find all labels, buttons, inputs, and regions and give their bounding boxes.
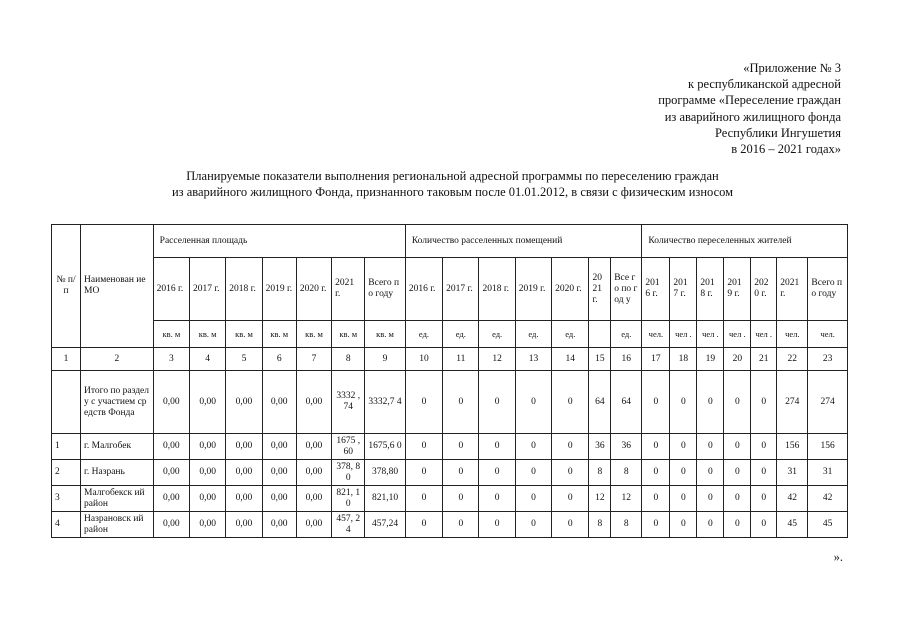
unit-header: ед. <box>479 321 515 348</box>
column-number: 16 <box>611 348 642 371</box>
table-cell: 0 <box>642 486 670 512</box>
unit-header: чел . <box>670 321 697 348</box>
table-cell: 0,00 <box>226 371 262 434</box>
table-cell: 36 <box>611 434 642 460</box>
title-line: из аварийного жилищного Фонда, признанного таковым после 01.01.2012, в связи с физическим износом <box>171 185 734 199</box>
table-cell: 12 <box>589 486 611 512</box>
year-header: 2019 г. <box>262 258 296 321</box>
column-number: 21 <box>751 348 777 371</box>
year-header: Всего по году <box>808 258 848 321</box>
table-cell: 0 <box>670 371 697 434</box>
year-header: Все го по год у <box>611 258 642 321</box>
year-header: 2021 г. <box>777 258 808 321</box>
table-cell: 1675,6 0 <box>365 434 406 460</box>
year-header: 201 6 г. <box>642 258 670 321</box>
table-cell: 3 <box>52 486 81 512</box>
table-cell: 0 <box>552 460 589 486</box>
appendix-line: Республики Ингушетия <box>714 125 841 140</box>
header-num: № п/п <box>52 225 81 348</box>
table-cell: 0,00 <box>226 460 262 486</box>
table-cell: 0 <box>515 486 551 512</box>
table-cell: 0,00 <box>296 371 331 434</box>
row-name: Итого по разделу с участием средств Фонда <box>81 371 154 434</box>
unit-header: ед. <box>405 321 442 348</box>
unit-header: ед. <box>443 321 479 348</box>
appendix-header <box>658 60 841 157</box>
unit-header: кв. м <box>262 321 296 348</box>
table-cell: 0,00 <box>153 512 189 538</box>
table-cell: 274 <box>777 371 808 434</box>
column-number: 5 <box>226 348 262 371</box>
column-number: 8 <box>332 348 365 371</box>
table-cell: 0 <box>515 434 551 460</box>
table-cell: 0 <box>515 512 551 538</box>
table-cell: 36 <box>589 434 611 460</box>
appendix-line: «Приложение № 3 <box>743 61 841 75</box>
table-cell <box>52 371 81 434</box>
table-cell: 0 <box>642 460 670 486</box>
unit-header: кв. м <box>226 321 262 348</box>
table-cell: 0 <box>724 512 751 538</box>
table-cell: 821,10 <box>365 486 406 512</box>
table-cell: 0 <box>405 512 442 538</box>
table-cell: 0 <box>724 434 751 460</box>
row-name: Назрановск ий район <box>81 512 154 538</box>
document-title <box>0 168 905 200</box>
year-header: 201 8 г. <box>697 258 724 321</box>
unit-header: кв. м <box>153 321 189 348</box>
year-header: 201 7 г. <box>670 258 697 321</box>
closing-quote: ». <box>833 550 843 564</box>
table-cell: 0 <box>443 486 479 512</box>
table-cell: 45 <box>777 512 808 538</box>
header-group-residents: Количество переселенных жителей <box>642 225 848 258</box>
column-number: 13 <box>515 348 551 371</box>
year-header: 2017 г. <box>443 258 479 321</box>
title-line: Планируемые показатели выполнения региональной адресной программы по переселению граждан <box>186 169 719 183</box>
table-cell: 0,00 <box>226 512 262 538</box>
table-cell: 0 <box>751 512 777 538</box>
table-cell: 0 <box>405 371 442 434</box>
table-cell: 0,00 <box>189 460 225 486</box>
table-cell: 0 <box>670 512 697 538</box>
column-number: 19 <box>697 348 724 371</box>
row-name: г. Назрань <box>81 460 154 486</box>
table-cell: 31 <box>777 460 808 486</box>
column-number: 17 <box>642 348 670 371</box>
unit-header: чел. <box>642 321 670 348</box>
column-number: 18 <box>670 348 697 371</box>
table-cell: 8 <box>611 512 642 538</box>
unit-header: кв. м <box>189 321 225 348</box>
table-cell: 0,00 <box>296 486 331 512</box>
table-cell: 0 <box>697 371 724 434</box>
header-row-years <box>52 258 848 321</box>
column-number: 10 <box>405 348 442 371</box>
table-cell: 8 <box>589 512 611 538</box>
column-number: 9 <box>365 348 406 371</box>
table-cell: 0,00 <box>262 486 296 512</box>
table-cell: 0 <box>479 460 515 486</box>
table-cell: 0 <box>642 371 670 434</box>
column-number: 15 <box>589 348 611 371</box>
table-cell: 0 <box>724 460 751 486</box>
table-cell: 8 <box>589 460 611 486</box>
header-group-area: Расселенная площадь <box>153 225 405 258</box>
appendix-line: к республиканской адресной <box>688 77 841 92</box>
table-cell: 0 <box>515 371 551 434</box>
column-number: 7 <box>296 348 331 371</box>
appendix-line: программе «Переселение граждан <box>658 93 841 108</box>
table-cell: 8 <box>611 460 642 486</box>
column-number: 14 <box>552 348 589 371</box>
appendix-line: из аварийного жилищного фонда <box>664 109 841 124</box>
table-cell: 0 <box>479 371 515 434</box>
table-cell: 0,00 <box>296 512 331 538</box>
row-name: Малгобекск ий район <box>81 486 154 512</box>
table-row <box>52 486 848 512</box>
table-cell: 0,00 <box>153 371 189 434</box>
unit-header: чел . <box>751 321 777 348</box>
table-cell: 0,00 <box>296 460 331 486</box>
table-cell: 0 <box>697 512 724 538</box>
table-cell: 64 <box>589 371 611 434</box>
table-cell: 0 <box>670 460 697 486</box>
table-cell: 12 <box>611 486 642 512</box>
table-cell: 0,00 <box>262 512 296 538</box>
year-header: 2019 г. <box>515 258 551 321</box>
unit-header: ед. <box>515 321 551 348</box>
year-header: 2020 г. <box>296 258 331 321</box>
table-cell: 0 <box>724 371 751 434</box>
table-cell: 0 <box>697 460 724 486</box>
table-cell: 0,00 <box>189 512 225 538</box>
table-cell: 45 <box>808 512 848 538</box>
table-cell: 3332 ,74 <box>332 371 365 434</box>
table-cell: 156 <box>808 434 848 460</box>
column-number: 6 <box>262 348 296 371</box>
year-header: 202 0 г. <box>751 258 777 321</box>
table-cell: 0 <box>697 434 724 460</box>
year-header: 2017 г. <box>189 258 225 321</box>
unit-header <box>589 321 611 348</box>
header-name: Наименован ие МО <box>81 225 154 348</box>
table-cell: 0,00 <box>189 371 225 434</box>
table-cell: 0 <box>670 434 697 460</box>
unit-header: чел . <box>697 321 724 348</box>
header-row-groups <box>52 225 848 258</box>
table-cell: 0,00 <box>189 434 225 460</box>
table-cell: 457, 24 <box>332 512 365 538</box>
table-cell: 378, 80 <box>332 460 365 486</box>
column-number: 3 <box>153 348 189 371</box>
table-cell: 2 <box>52 460 81 486</box>
table-cell: 0 <box>515 460 551 486</box>
table-cell: 1 <box>52 434 81 460</box>
table-body <box>52 371 848 538</box>
header-row-units <box>52 321 848 348</box>
unit-header: кв. м <box>296 321 331 348</box>
table-cell: 31 <box>808 460 848 486</box>
table-cell: 0 <box>443 371 479 434</box>
appendix-line: в 2016 – 2021 годах» <box>731 142 841 157</box>
table-cell: 0,00 <box>262 460 296 486</box>
indicators-table <box>51 224 848 538</box>
table-cell: 0 <box>642 512 670 538</box>
year-header: 201 9 г. <box>724 258 751 321</box>
table-row <box>52 371 848 434</box>
table-cell: 0 <box>751 486 777 512</box>
column-number: 11 <box>443 348 479 371</box>
table-cell: 64 <box>611 371 642 434</box>
table-cell: 0 <box>552 371 589 434</box>
column-number: 4 <box>189 348 225 371</box>
table-cell: 0 <box>443 460 479 486</box>
year-header: 20 21 г. <box>589 258 611 321</box>
table-cell: 0,00 <box>153 486 189 512</box>
column-number: 1 <box>52 348 81 371</box>
table-cell: 0 <box>751 371 777 434</box>
column-number: 23 <box>808 348 848 371</box>
unit-header: чел. <box>808 321 848 348</box>
unit-header: ед. <box>611 321 642 348</box>
table-cell: 0,00 <box>226 434 262 460</box>
table-row <box>52 434 848 460</box>
table-cell: 0 <box>405 460 442 486</box>
table-cell: 0 <box>479 512 515 538</box>
table-cell: 0 <box>552 512 589 538</box>
table-cell: 0,00 <box>262 371 296 434</box>
table-cell: 0 <box>552 434 589 460</box>
year-header: 2018 г. <box>226 258 262 321</box>
table-cell: 0 <box>697 486 724 512</box>
column-number: 12 <box>479 348 515 371</box>
table-cell: 0,00 <box>189 486 225 512</box>
unit-header: кв. м <box>332 321 365 348</box>
table-cell: 42 <box>777 486 808 512</box>
unit-header: чел . <box>724 321 751 348</box>
table-cell: 0 <box>751 434 777 460</box>
table-cell: 0,00 <box>226 486 262 512</box>
table-cell: 0 <box>443 512 479 538</box>
table-cell: 0 <box>642 434 670 460</box>
column-number: 2 <box>81 348 154 371</box>
unit-header: кв. м <box>365 321 406 348</box>
table-cell: 0,00 <box>262 434 296 460</box>
header-group-premises: Количество расселенных помещений <box>405 225 642 258</box>
table-cell: 378,80 <box>365 460 406 486</box>
table-cell: 0 <box>405 486 442 512</box>
year-header: 2021 г. <box>332 258 365 321</box>
column-number: 20 <box>724 348 751 371</box>
row-name: г. Малгобек <box>81 434 154 460</box>
table-cell: 0 <box>405 434 442 460</box>
table-cell: 0 <box>724 486 751 512</box>
table-cell: 0,00 <box>153 434 189 460</box>
table-cell: 0 <box>552 486 589 512</box>
column-number: 22 <box>777 348 808 371</box>
table-cell: 4 <box>52 512 81 538</box>
table-cell: 821, 10 <box>332 486 365 512</box>
table-row <box>52 460 848 486</box>
table-cell: 274 <box>808 371 848 434</box>
table-cell: 0 <box>670 486 697 512</box>
header-row-column-numbers <box>52 348 848 371</box>
year-header: 2016 г. <box>405 258 442 321</box>
table-cell: 0 <box>443 434 479 460</box>
table-cell: 0,00 <box>296 434 331 460</box>
table-cell: 1675 ,60 <box>332 434 365 460</box>
table-cell: 3332,7 4 <box>365 371 406 434</box>
table-cell: 0 <box>479 486 515 512</box>
table-cell: 457,24 <box>365 512 406 538</box>
year-header: Всего по году <box>365 258 406 321</box>
table-cell: 42 <box>808 486 848 512</box>
table-row <box>52 512 848 538</box>
table-cell: 0 <box>479 434 515 460</box>
year-header: 2020 г. <box>552 258 589 321</box>
table-cell: 156 <box>777 434 808 460</box>
table-cell: 0 <box>751 460 777 486</box>
unit-header: ед. <box>552 321 589 348</box>
year-header: 2018 г. <box>479 258 515 321</box>
table-cell: 0,00 <box>153 460 189 486</box>
year-header: 2016 г. <box>153 258 189 321</box>
unit-header: чел. <box>777 321 808 348</box>
